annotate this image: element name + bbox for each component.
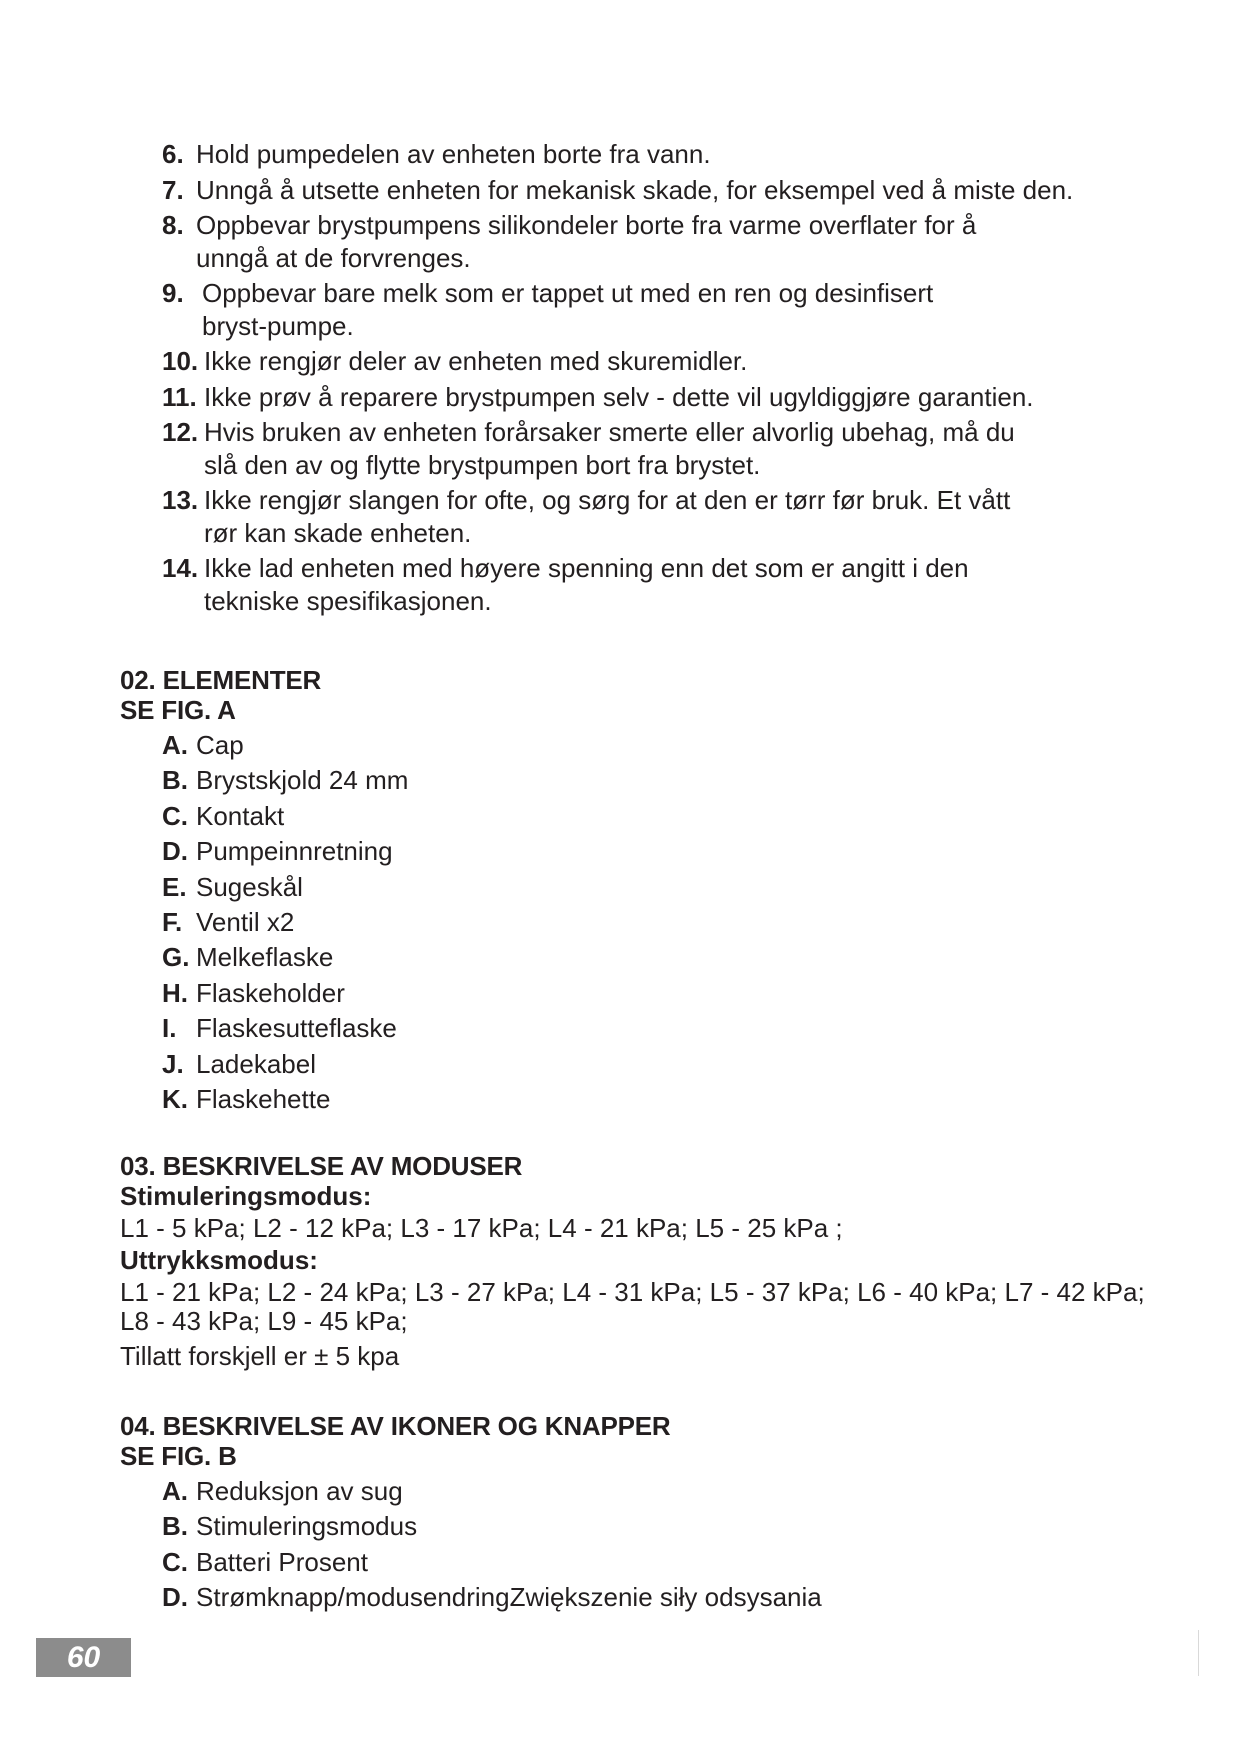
item-key: C.	[162, 1546, 188, 1577]
list-item	[162, 870, 408, 905]
item-number: 10.	[162, 346, 199, 376]
section-subheading-fig-a: SE FIG. A	[120, 695, 236, 725]
page-number: 60	[36, 1638, 131, 1677]
list-item	[162, 834, 408, 869]
elements-list	[162, 728, 408, 1117]
list-item	[162, 1082, 408, 1117]
item-text: Hold pumpedelen av enheten borte fra vann.	[196, 139, 711, 169]
list-item	[162, 1509, 822, 1544]
item-label: Ventil x2	[196, 907, 295, 938]
item-key: F.	[162, 907, 183, 938]
item-label: Kontakt	[196, 800, 285, 831]
tolerance-note: Tillatt forskjell er ± 5 kpa	[120, 1341, 400, 1371]
item-label: Batteri Prosent	[196, 1546, 368, 1577]
expression-mode-values-line2: L8 - 43 kPa; L9 - 45 kPa;	[120, 1306, 408, 1336]
list-item	[162, 905, 408, 940]
item-key: C.	[162, 800, 188, 831]
item-label: Ladekabel	[196, 1048, 316, 1079]
item-key: E.	[162, 871, 187, 902]
item-number: 14.	[162, 553, 199, 583]
item-number: 8.	[162, 210, 184, 240]
list-item	[162, 416, 1142, 481]
icons-buttons-list	[162, 1474, 822, 1616]
list-item	[162, 799, 408, 834]
section-heading-modes: 03. BESKRIVELSE AV MODUSER	[120, 1151, 523, 1181]
item-key: A.	[162, 730, 188, 760]
item-number: 6.	[162, 139, 184, 169]
item-key: B.	[162, 765, 188, 796]
item-label: Brystskjold 24 mm	[196, 765, 409, 796]
item-text: Ikke rengjør deler av enheten med skuremidler.	[204, 346, 748, 376]
item-key: K.	[162, 1084, 188, 1115]
list-item	[162, 138, 1142, 171]
list-item	[162, 552, 1142, 617]
item-label: Pumpeinnretning	[196, 836, 393, 867]
item-key: H.	[162, 977, 188, 1008]
stimulation-mode-values: L1 - 5 kPa; L2 - 12 kPa; L3 - 17 kPa; L4 - 21 kPa; L5 - 25 kPa ;	[120, 1213, 843, 1243]
item-text: Unngå å utsette enheten for mekanisk skade, for eksempel ved å miste den.	[196, 174, 1074, 205]
list-item	[162, 1474, 822, 1509]
list-item	[162, 1580, 822, 1615]
item-number: 7.	[162, 174, 184, 205]
list-item	[162, 1047, 408, 1082]
divider	[1198, 1630, 1199, 1676]
safety-list	[162, 138, 1142, 620]
stimulation-mode-label: Stimuleringsmodus:	[120, 1181, 372, 1211]
item-label: Reduksjon av sug	[196, 1476, 403, 1506]
section-heading-icons-buttons: 04. BESKRIVELSE AV IKONER OG KNAPPER	[120, 1411, 671, 1441]
item-label: Melkeflaske	[196, 942, 334, 973]
item-label: Flaskehette	[196, 1084, 331, 1115]
list-item	[162, 381, 1142, 414]
item-key: D.	[162, 836, 188, 867]
item-key: D.	[162, 1582, 188, 1613]
list-item	[162, 345, 1142, 378]
item-text: Ikke rengjør slangen for ofte, og sørg for at den er tørr før bruk. Et vått rør kan skade enheten.	[204, 485, 1011, 548]
item-text: Ikke prøv å reparere brystpumpen selv - dette vil ugyldiggjøre garantien.	[204, 381, 1034, 412]
list-item	[162, 484, 1142, 549]
item-text: Hvis bruken av enheten forårsaker smerte eller alvorlig ubehag, må du slå den av og flytte brystpumpen bort fra brystet.	[204, 417, 1015, 480]
list-item	[162, 209, 1142, 274]
item-label: Flaskesutteflaske	[196, 1013, 397, 1044]
list-item	[162, 174, 1142, 207]
list-item	[162, 940, 408, 975]
item-key: A.	[162, 1476, 188, 1506]
expression-mode-label: Uttrykksmodus:	[120, 1245, 318, 1275]
item-text: Ikke lad enheten med høyere spenning enn det som er angitt i den tekniske spesifikasjonen.	[204, 553, 969, 616]
list-item	[162, 728, 408, 763]
item-key: B.	[162, 1511, 188, 1542]
item-key: J.	[162, 1048, 184, 1079]
list-item	[162, 1545, 822, 1580]
list-item	[162, 277, 1142, 342]
section-heading-elements: 02. ELEMENTER	[120, 665, 322, 695]
item-number: 9.	[162, 278, 184, 308]
item-text: Oppbevar brystpumpens silikondeler borte fra varme overflater for å unngå at de forvrenges.	[196, 210, 977, 273]
section-subheading-fig-b: SE FIG. B	[120, 1441, 237, 1471]
expression-mode-values-line1: L1 - 21 kPa; L2 - 24 kPa; L3 - 27 kPa; L4 - 31 kPa; L5 - 37 kPa; L6 - 40 kPa; L7 - 42 kPa;	[120, 1277, 1145, 1307]
list-item	[162, 976, 408, 1011]
item-label: Sugeskål	[196, 871, 303, 902]
item-text: Oppbevar bare melk som er tappet ut med en ren og desinfisert bryst-pumpe.	[202, 278, 934, 341]
item-label: Stimuleringsmodus	[196, 1511, 418, 1542]
item-number: 12.	[162, 417, 199, 447]
item-label: Flaskeholder	[196, 977, 345, 1008]
item-label: Strømknapp/modusendringZwiększenie siły odsysania	[196, 1582, 822, 1613]
list-item	[162, 1011, 408, 1046]
list-item	[162, 763, 408, 798]
item-label: Cap	[196, 730, 244, 760]
item-key: G.	[162, 942, 190, 973]
item-number: 13.	[162, 485, 199, 515]
item-number: 11.	[162, 381, 197, 412]
item-key: I.	[162, 1013, 177, 1044]
